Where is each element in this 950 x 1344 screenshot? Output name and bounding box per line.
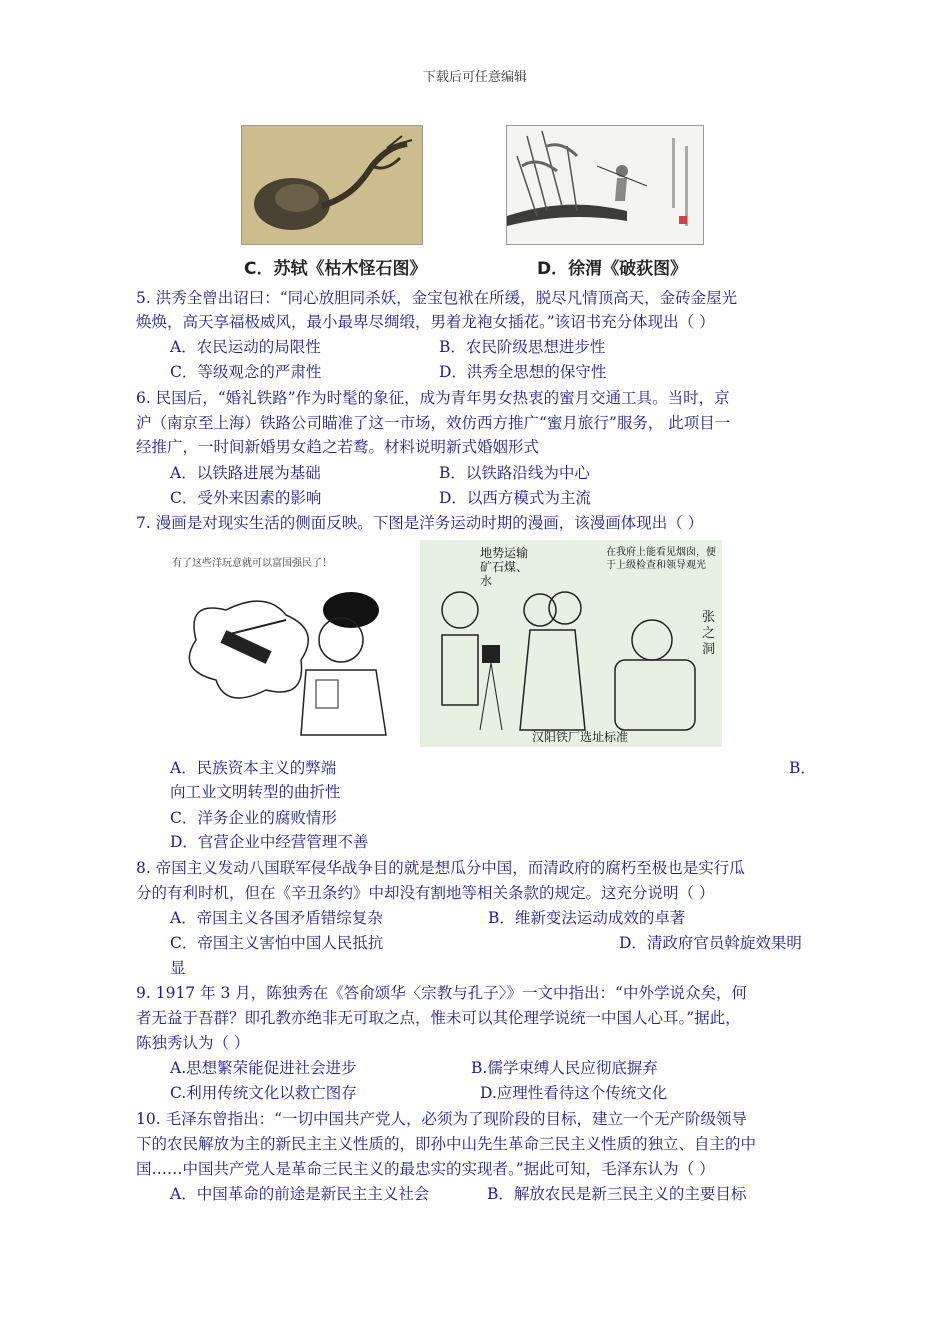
- cartoon-right: [420, 540, 722, 747]
- q10-line-2: 下的农民解放为主的新民主主义性质的，即孙中山先生革命三民主义性质的独立、自主的中: [136, 1135, 757, 1153]
- q8-option-a: A．帝国主义各国矛盾错综复杂: [170, 909, 383, 927]
- q7-option-c: C．洋务企业的腐败情形: [170, 809, 337, 827]
- q7-option-d: D．官营企业中经营管理不善: [170, 833, 369, 851]
- q10-option-b: B．解放农民是新三民主义的主要目标: [487, 1185, 747, 1203]
- cartoon-right-text-1: 地势运输矿石煤、水: [480, 546, 529, 588]
- q8-option-b: B．维新变法运动成效的卓著: [488, 909, 686, 927]
- painting-caption-c: C．苏轼《枯木怪石图》: [244, 259, 427, 279]
- painting-image-c: [241, 125, 423, 245]
- cartoon-right-caption: 汉阳铁厂选址标准: [532, 730, 629, 744]
- q9-option-a: A.思想繁荣能促进社会进步: [170, 1059, 357, 1077]
- page-header: 下载后可任意编辑: [422, 70, 527, 85]
- q6-line-3: 经推广，一时间新婚男女趋之若鹜。材料说明新式婚姻形式: [136, 438, 540, 456]
- q8-option-c: C．帝国主义害怕中国人民抵抗: [170, 934, 384, 952]
- q7-option-a: A．民族资本主义的弊端: [170, 759, 337, 777]
- q9-line-1: 9. 1917 年 3 月，陈独秀在《答俞颂华〈宗教与孔子〉》一文中指出：“中外学说众矣，何: [136, 984, 747, 1002]
- q9-option-b: B.儒学束缚人民应彻底摒弃: [471, 1059, 658, 1077]
- q5-option-c: C．等级观念的严肃性: [170, 363, 322, 381]
- q9-option-c: C.利用传统文化以救亡图存: [170, 1084, 357, 1102]
- q5-option-d: D．洪秀全思想的保守性: [439, 363, 607, 381]
- q8-option-d: D．清政府官员斡旋效果明: [619, 934, 802, 952]
- cartoon-left-caption: 有了这些洋玩意就可以富国强民了！: [172, 558, 332, 569]
- cartoon-right-text-2: 在我府上能看见烟囱，便于上级检查和领导观光: [606, 547, 716, 571]
- q6-option-d: D．以西方模式为主流: [439, 489, 591, 507]
- q9-option-d: D.应理性看待这个传统文化: [480, 1084, 668, 1102]
- q10-line-3: 国……中国共产党人是革命三民主义的最忠实的实现者。”据此可知，毛泽东认为（ ）: [136, 1160, 715, 1178]
- q7-option-b-text: 向工业文明转型的曲折性: [170, 783, 341, 801]
- q5-option-a: A．农民运动的局限性: [170, 338, 321, 356]
- q6-line-1: 6. 民国后，“婚礼铁路”作为时髦的象征，成为青年男女热衷的蜜月交通工具。当时，京: [136, 389, 730, 407]
- q9-line-2: 者无益于吾群？即孔教亦绝非无可取之点，惟未可以其伦理学说统一中国人心耳。”据此，: [136, 1009, 741, 1027]
- q6-option-b: B．以铁路沿线为中心: [439, 464, 590, 482]
- q9-line-3: 陈独秀认为（ ）: [136, 1034, 250, 1052]
- painting-caption-d: D．徐渭《破荻图》: [537, 259, 688, 279]
- cartoon-right-name: 张之洞: [702, 610, 716, 657]
- q6-option-c: C．受外来因素的影响: [170, 489, 322, 507]
- q8-line-1: 8. 帝国主义发动八国联军侵华战争目的就是想瓜分中国，而清政府的腐朽至极也是实行瓜: [136, 859, 745, 877]
- q7-option-b-label: B．: [789, 759, 816, 777]
- q8-line-2: 分的有利时机，但在《辛丑条约》中却没有割地等相关条款的规定。这充分说明（ ）: [136, 884, 715, 902]
- q5-line-1: 5. 洪秀全曾出诏曰：“同心放胆同杀妖，金宝包袱在所缓，脱尽凡情顶高天，金砖金屋光: [136, 289, 738, 307]
- q8-option-d-cont: 显: [170, 959, 186, 977]
- q5-option-b: B．农民阶级思想进步性: [439, 338, 606, 356]
- q7-line-1: 7. 漫画是对现实生活的侧面反映。下图是洋务运动时期的漫画，该漫画体现出（ ）: [136, 514, 704, 532]
- q5-line-2: 焕焕，高天享福极威风，最小最卑尽绸缎，男着龙袍女插花。”该诏书充分体现出（ ）: [136, 313, 715, 331]
- q10-option-a: A．中国革命的前途是新民主主义社会: [170, 1185, 430, 1203]
- q6-option-a: A．以铁路进展为基础: [170, 464, 321, 482]
- q10-line-1: 10. 毛泽东曾指出：“一切中国共产党人，必须为了现阶段的目标，建立一个无产阶级领导: [136, 1110, 748, 1128]
- cartoon-left: [136, 540, 420, 747]
- painting-image-d: [506, 125, 704, 245]
- q6-line-2: 沪（南京至上海）铁路公司瞄准了这一市场，效仿西方推广“蜜月旅行”服务， 此项目一: [136, 414, 731, 432]
